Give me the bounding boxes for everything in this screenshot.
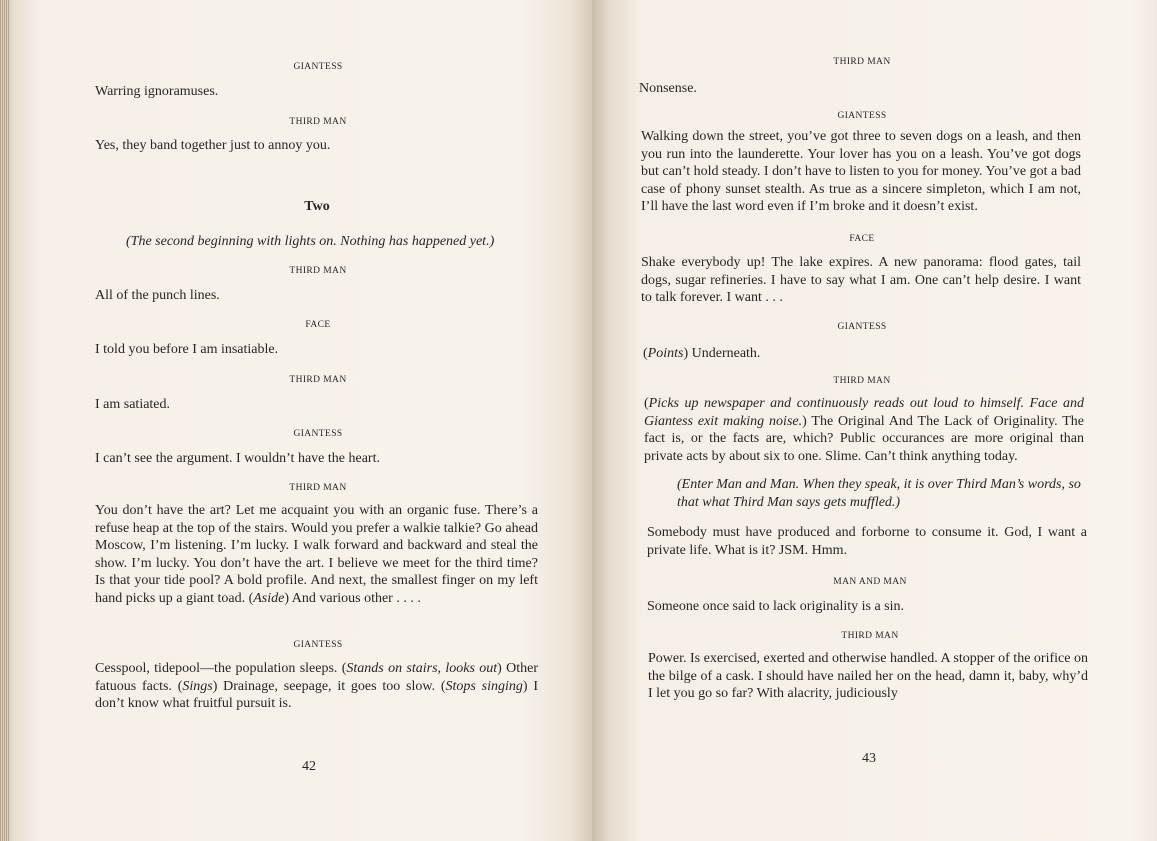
dialogue-paragraph: Cesspool, tidepool—the population sleeps. (Stands on stairs, looks out) Other fatuous facts. (Sings) Drainage, seepage, it goes too slow. (Stops singing) I don’t know what fruitful pursuit is. [95,661,538,711]
stage-direction: (The second beginning with lights on. Nothing has happened yet.) [126,234,495,249]
dialogue-paragraph: (Picks up newspaper and continuously reads out loud to himself. Face and Giantess exit making noise.) The Original And The Lack of Originality. The fact is, or the facts are, which? Public occurances are more original than private acts by about six to one. Slime. Can’t think anything today. [644,396,1084,464]
dialogue-paragraph: Power. Is exercised, exerted and otherwise handled. A stopper of the orifice on the bilge of a cask. I should have nailed her on the head, damn it, baby, why’d I let you go so far? With alacrity, judiciously [648,651,1088,701]
dialogue-paragraph: You don’t have the art? Let me acquaint you with an organic fuse. There’s a refuse heap at the top of the stairs. Would you prefer a walkie talkie? Go ahead Moscow, I’m listening. I’m lucky. I walk forward and backward and steal the show. I’m lucky. You don’t have the art. I believe we meet for the third time? Is that your tide pool? A bold profile. And next, the smallest finger on my left hand picks up a giant toad. (Aside) And various other . . . . [95,503,538,606]
speaker-giantess: GIANTESS [837,111,887,121]
speaker-man-and-man: MAN AND MAN [833,577,907,587]
speaker-third-man: THIRD MAN [289,117,347,127]
dialogue-line: Warring ignoramuses. [95,84,219,99]
dialogue-line: I told you before I am insatiable. [95,342,279,357]
section-title: Two [304,199,330,214]
speaker-giantess: GIANTESS [293,429,343,439]
right-page [592,0,1157,841]
dialogue-line: (Points) Underneath. [643,346,761,361]
speaker-face: FACE [849,234,875,244]
page-edge-stack [0,0,10,841]
dialogue-line: All of the punch lines. [95,288,220,303]
speaker-third-man: THIRD MAN [289,266,347,276]
dialogue-line: Nonsense. [639,81,697,96]
dialogue-paragraph: Walking down the street, you’ve got three to seven dogs on a leash, and then you run into the launderette. Your lover has you on a leash. You’ve got dogs but can’t hold steady. I don’t have to listen to you for money. You’ve got a bad case of phony sunset stealth. As true as a sincere simpleton, which I am not, I’ll have the last word even if I’m broke and it doesn’t exist. [641,129,1081,214]
dialogue-paragraph: Shake everybody up! The lake expires. A new panorama: flood gates, tail dogs, sugar refineries. I have to say what I am. One can’t help desire. I want to talk forever. I want . . . [641,255,1081,305]
page-number: 42 [302,759,316,774]
speaker-face: FACE [305,320,331,330]
dialogue-line: I can’t see the argument. I wouldn’t have the heart. [95,451,380,466]
dialogue-line: Yes, they band together just to annoy you. [95,138,331,153]
speaker-giantess: GIANTESS [293,62,343,72]
stage-direction: (Enter Man and Man. When they speak, it is over Third Man’s words, so that what Third Man says gets muffled.) [677,477,1081,510]
dialogue-line: Someone once said to lack originality is a sin. [647,599,905,614]
dialogue-paragraph: Somebody must have produced and forborne to consume it. God, I want a private life. What is it? JSM. Hmm. [647,525,1087,558]
speaker-third-man: THIRD MAN [833,57,891,67]
speaker-giantess: GIANTESS [293,640,343,650]
speaker-third-man: THIRD MAN [841,631,899,641]
speaker-third-man: THIRD MAN [289,375,347,385]
page-number: 43 [862,751,876,766]
dialogue-line: I am satiated. [95,397,171,412]
speaker-giantess: GIANTESS [837,322,887,332]
speaker-third-man: THIRD MAN [289,483,347,493]
speaker-third-man: THIRD MAN [833,376,891,386]
